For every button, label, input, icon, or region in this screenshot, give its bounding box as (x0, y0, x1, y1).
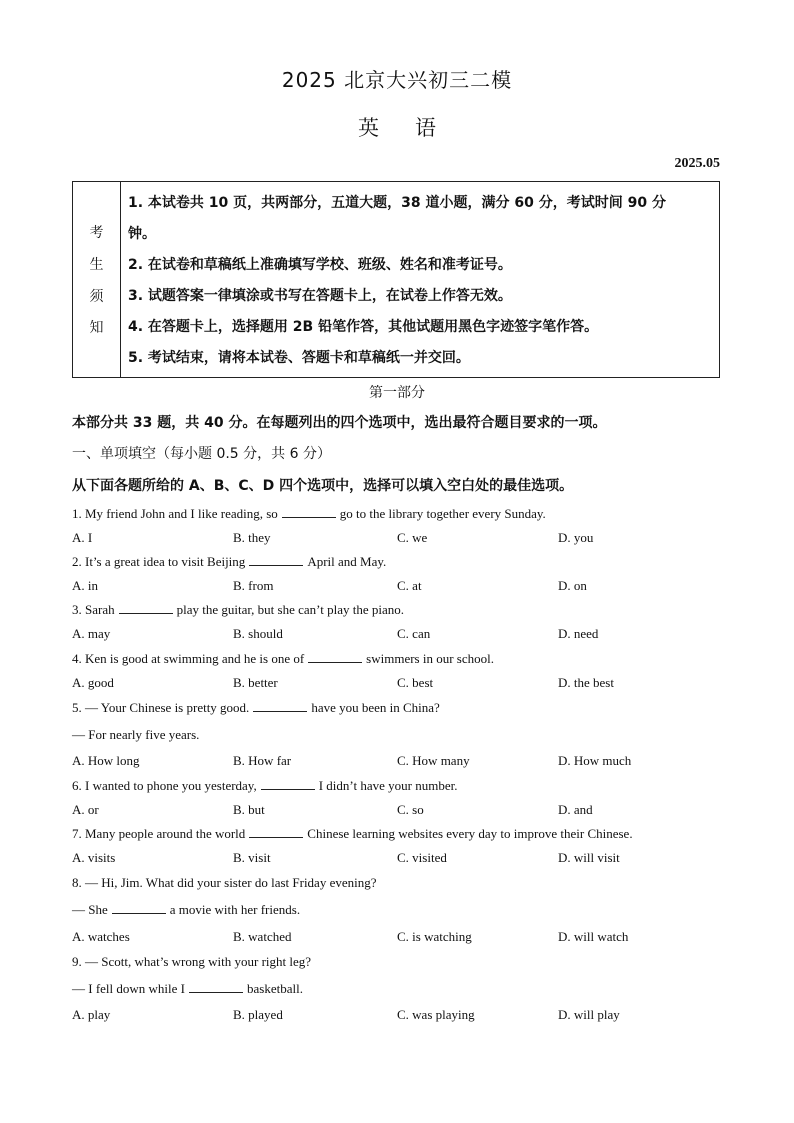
option-b: B. watched (233, 929, 292, 944)
notice-rule: 2. 在试卷和草稿纸上准确填写学校、班级、姓名和准考证号。 (128, 257, 512, 273)
option-c: C. How many (397, 753, 470, 768)
part-intro: 本部分共 33 题，共 40 分。在每题列出的四个选项中，选出最符合题目要求的一项。 (72, 415, 607, 431)
option-b: B. should (233, 626, 283, 641)
option-d: D. need (558, 626, 599, 641)
option-b: B. they (233, 530, 271, 545)
answer-blank (249, 555, 303, 566)
question-text: 5. — Your Chinese is pretty good. (72, 700, 250, 715)
option-a: A. watches (72, 929, 130, 944)
option-d: D. the best (558, 675, 614, 690)
option-b: B. How far (233, 753, 292, 768)
option-a: A. or (72, 802, 99, 817)
option-row (72, 753, 732, 769)
question-stem (72, 778, 457, 794)
question-text: — She (72, 902, 108, 917)
notice-rule: 1. 本试卷共 10 页，共两部分，五道大题，38 道小题，满分 60 分，考试时间 90 分 (128, 195, 666, 211)
question-text: swimmers in our school. (366, 651, 494, 666)
part-heading: 第一部分 (369, 385, 425, 401)
answer-blank (119, 603, 173, 614)
option-b: B. but (233, 802, 265, 817)
question-text: 6. I wanted to phone you yesterday, (72, 778, 257, 793)
question-text: have you been in China? (311, 700, 440, 715)
option-c: C. can (397, 626, 431, 641)
option-b: B. from (233, 578, 274, 593)
option-c: C. we (397, 530, 428, 545)
option-c: C. so (397, 802, 424, 817)
option-a: A. good (72, 675, 114, 690)
answer-blank (249, 827, 303, 838)
subject-title (0, 112, 794, 142)
answer-blank (308, 652, 362, 663)
question-stem (72, 651, 494, 667)
option-c: C. best (397, 675, 434, 690)
notice-label-char: 须 (89, 289, 104, 305)
option-row (72, 626, 732, 642)
option-c: C. visited (397, 850, 447, 865)
option-row (72, 1007, 732, 1023)
question-reply (72, 981, 303, 997)
option-d: D. and (558, 802, 593, 817)
option-a: A. I (72, 530, 93, 545)
notice-label-char: 知 (89, 320, 104, 336)
question-stem: 9. — Scott, what’s wrong with your right leg? (72, 954, 312, 969)
option-b: B. visit (233, 850, 271, 865)
option-a: A. in (72, 578, 98, 593)
question-text: go to the library together every Sunday. (339, 506, 546, 521)
option-d: D. will watch (558, 929, 629, 944)
notice-label-char: 考 (89, 225, 104, 241)
notice-rules (128, 188, 713, 374)
option-c: C. at (397, 578, 422, 593)
option-row (72, 530, 732, 546)
question-text: 7. Many people around the world (72, 826, 246, 841)
notice-rule: 5. 考试结束，请将本试卷、答题卡和草稿纸一并交回。 (128, 350, 470, 366)
question-stem (72, 602, 404, 618)
notice-label-char: 生 (89, 257, 104, 273)
section-title: 一、单项填空（每小题 0.5 分，共 6 分） (72, 446, 331, 462)
answer-blank (253, 701, 307, 712)
option-a: A. play (72, 1007, 111, 1022)
option-a: A. How long (72, 753, 140, 768)
notice-label (73, 182, 121, 377)
question-reply: — For nearly five years. (72, 727, 200, 742)
question-text: 3. Sarah (72, 602, 115, 617)
option-a: A. visits (72, 850, 116, 865)
option-row (72, 675, 732, 691)
answer-blank (112, 903, 166, 914)
question-text: 1. My friend John and I like reading, so (72, 506, 278, 521)
question-stem (72, 826, 633, 842)
question-text: April and May. (307, 554, 387, 569)
question-stem (72, 700, 440, 716)
option-d: D. you (558, 530, 594, 545)
question-text: play the guitar, but she can’t play the piano. (176, 602, 405, 617)
subject-char: 英 (358, 116, 379, 140)
question-stem (72, 554, 386, 570)
option-d: D. How much (558, 753, 632, 768)
option-b: B. played (233, 1007, 283, 1022)
notice-rule: 4. 在答题卡上，选择题用 2B 铅笔作答，其他试题用黑色字迹签字笔作答。 (128, 319, 599, 335)
option-row (72, 802, 732, 818)
section-instruction: 从下面各题所给的 A、B、C、D 四个选项中，选择可以填入空白处的最佳选项。 (72, 478, 574, 494)
exam-title: 2025 北京大兴初三二模 (281, 68, 513, 92)
notice-rule: 3. 试题答案一律填涂或书写在答题卡上，在试卷上作答无效。 (128, 288, 512, 304)
question-text: I didn’t have your number. (318, 778, 458, 793)
question-reply (72, 902, 300, 918)
question-text: a movie with her friends. (169, 902, 301, 917)
notice-box (72, 181, 720, 378)
question-stem: 8. — Hi, Jim. What did your sister do last Friday evening? (72, 875, 377, 890)
option-c: C. is watching (397, 929, 472, 944)
answer-blank (282, 507, 336, 518)
question-text: — I fell down while I (72, 981, 186, 996)
question-text: 4. Ken is good at swimming and he is one of (72, 651, 305, 666)
option-d: D. on (558, 578, 587, 593)
exam-date: 2025.05 (674, 156, 720, 171)
question-text: 2. It’s a great idea to visit Beijing (72, 554, 246, 569)
option-row (72, 929, 732, 945)
option-row (72, 850, 732, 866)
notice-rule: 钟。 (128, 226, 156, 242)
option-d: D. will play (558, 1007, 620, 1022)
option-d: D. will visit (558, 850, 620, 865)
answer-blank (189, 982, 243, 993)
question-text: basketball. (247, 981, 303, 996)
option-a: A. may (72, 626, 111, 641)
option-row (72, 578, 732, 594)
question-text: Chinese learning websites every day to improve their Chinese. (307, 826, 633, 841)
subject-char: 语 (415, 116, 436, 140)
option-c: C. was playing (397, 1007, 475, 1022)
option-b: B. better (233, 675, 278, 690)
question-stem (72, 506, 546, 522)
answer-blank (261, 779, 315, 790)
